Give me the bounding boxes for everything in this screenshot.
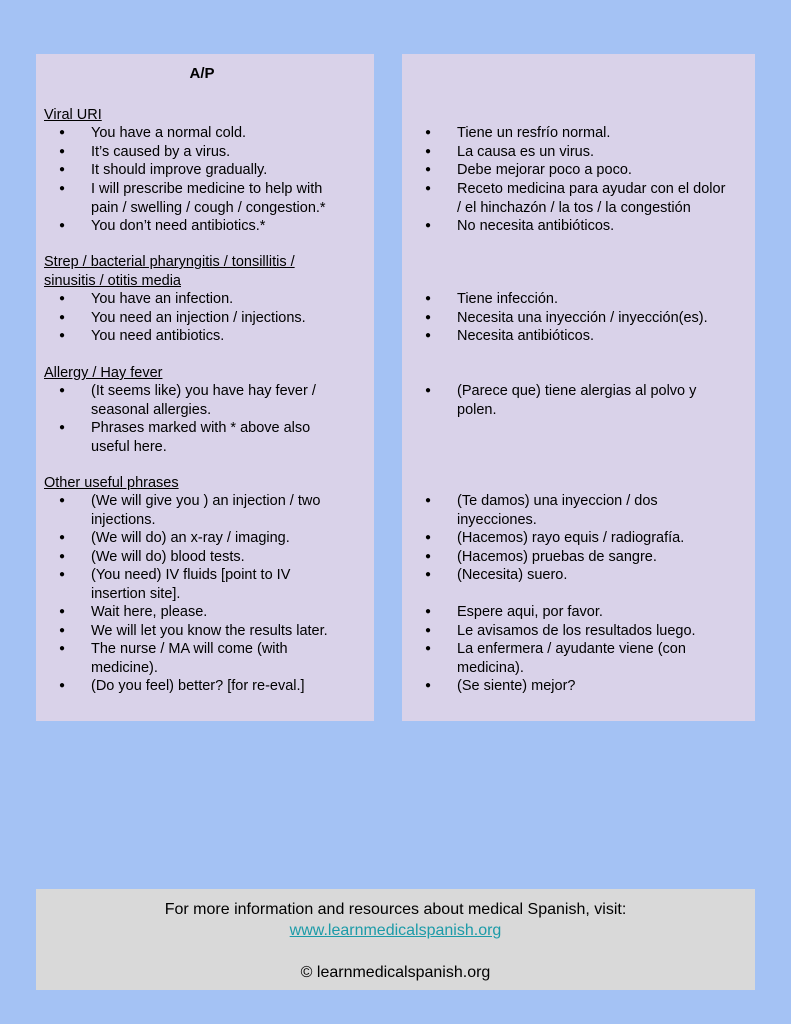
- english-phrase: ● Phrases marked with * above also useful here.: [91, 419, 366, 456]
- spanish-phrase: ● Necesita antibióticos.: [457, 327, 753, 346]
- spanish-phrase: ● La causa es un virus.: [457, 143, 753, 162]
- section-heading: Viral URI: [44, 107, 102, 123]
- english-phrase: ● (It seems like) you have hay fever / seasonal allergies.: [91, 382, 366, 419]
- english-phrase: ● You need an injection / injections.: [91, 309, 366, 328]
- spanish-panel: [402, 54, 755, 721]
- english-phrase: ● You have an infection.: [91, 290, 366, 309]
- footer: [36, 889, 755, 990]
- spanish-phrase: ● No necesita antibióticos.: [457, 217, 753, 236]
- english-phrase: ● You need antibiotics.: [91, 327, 366, 346]
- english-phrase: ● We will let you know the results later.: [91, 622, 366, 641]
- website-link[interactable]: www.learnmedicalspanish.org: [289, 922, 502, 939]
- page-title: A/P: [189, 65, 215, 82]
- english-phrase: ● You don’t need antibiotics.*: [91, 217, 366, 236]
- section-heading: Allergy / Hay fever: [44, 365, 163, 381]
- english-phrase: ● You have a normal cold.: [91, 124, 366, 143]
- english-phrase: ● Wait here, please.: [91, 603, 366, 622]
- spanish-phrase: ● Tiene infección.: [457, 290, 753, 309]
- spanish-phrase: ● Le avisamos de los resultados luego.: [457, 622, 753, 641]
- english-phrase: ● I will prescribe medicine to help with pain / swelling / cough / congestion.*: [91, 180, 366, 217]
- english-phrase: ● (We will do) an x-ray / imaging.: [91, 529, 366, 548]
- spanish-phrase: ● (Parece que) tiene alergias al polvo y polen.: [457, 382, 753, 419]
- spanish-phrase: ● Espere aqui, por favor.: [457, 603, 753, 622]
- spanish-phrase: ● Tiene un resfrío normal.: [457, 124, 753, 143]
- english-phrase: ● (We will give you ) an injection / two injections.: [91, 492, 366, 529]
- spanish-phrase: ● Necesita una inyección / inyección(es).: [457, 309, 753, 328]
- english-panel: [36, 54, 374, 721]
- spanish-phrase: ● Receto medicina para ayudar con el dolor / el hinchazón / la tos / la congestión: [457, 180, 753, 217]
- english-phrase: ● It’s caused by a virus.: [91, 143, 366, 162]
- copyright-text: © learnmedicalspanish.org: [300, 964, 491, 981]
- english-phrase: ● It should improve gradually.: [91, 161, 366, 180]
- spanish-phrase: ● (Te damos) una inyeccion / dos inyecciones.: [457, 492, 753, 529]
- spanish-phrase: ● La enfermera / ayudante viene (con medicina).: [457, 640, 753, 677]
- spanish-phrase: ● (Necesita) suero.: [457, 566, 753, 585]
- english-phrase: ● (We will do) blood tests.: [91, 548, 366, 567]
- english-phrase: ● The nurse / MA will come (with medicine).: [91, 640, 366, 677]
- section-heading: Strep / bacterial pharyngitis / tonsillitis / sinusitis / otitis media: [44, 254, 295, 289]
- english-phrase: ● (You need) IV fluids [point to IV insertion site].: [91, 566, 366, 603]
- section-heading: Other useful phrases: [44, 475, 179, 491]
- spanish-phrase: ● Debe mejorar poco a poco.: [457, 161, 753, 180]
- spanish-phrase: ● (Hacemos) rayo equis / radiografía.: [457, 529, 753, 548]
- spanish-phrase: ● (Hacemos) pruebas de sangre.: [457, 548, 753, 567]
- english-phrase: ● (Do you feel) better? [for re-eval.]: [91, 677, 366, 696]
- footer-text: For more information and resources about medical Spanish, visit:: [164, 901, 627, 918]
- spanish-phrase: ● (Se siente) mejor?: [457, 677, 753, 696]
